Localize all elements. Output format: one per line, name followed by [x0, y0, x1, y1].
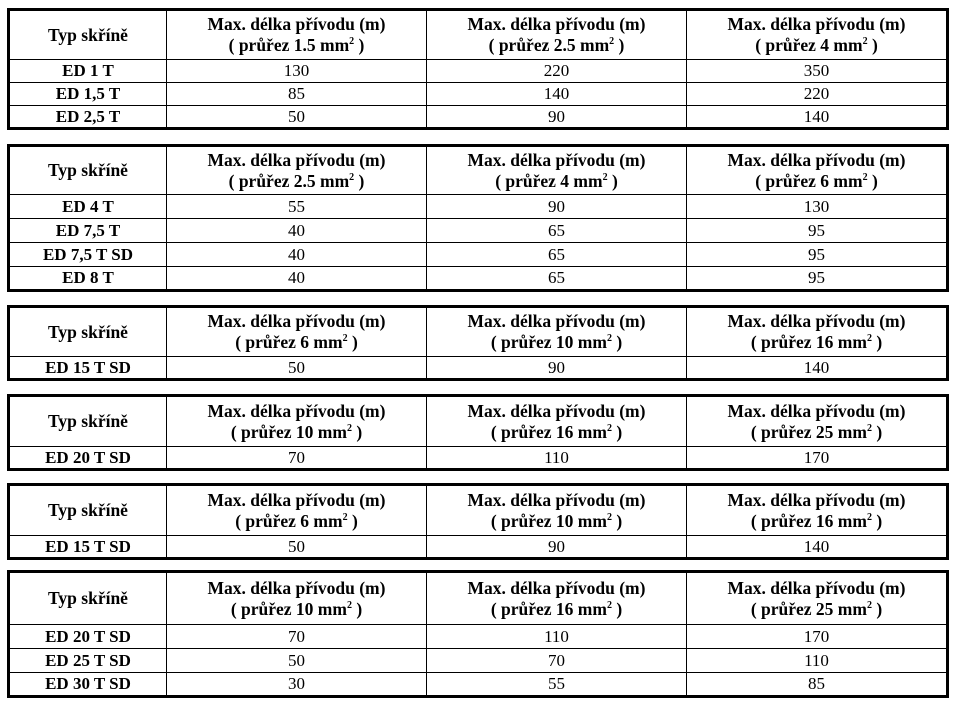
superscript-2: 2: [866, 511, 872, 523]
table-row: [9, 447, 948, 470]
length-value-cell: 140: [687, 357, 948, 380]
header-title: Max. délka přívodu (m): [467, 577, 646, 598]
cable-length-table: [7, 483, 949, 560]
cable-length-table: [7, 305, 949, 381]
cross-section-text: ( průřez 16 mm: [750, 332, 867, 352]
table-row: [9, 536, 948, 559]
cross-section-text: ( průřez 16 mm: [490, 598, 607, 619]
length-value-cell: 50: [167, 106, 427, 129]
cross-section-close: ): [614, 35, 625, 55]
cross-section-text: ( průřez 25 mm: [750, 421, 867, 442]
cross-section-close: ): [611, 332, 623, 352]
length-value-cell: 40: [167, 219, 427, 243]
cabinet-type-cell: ED 15 T SD: [9, 536, 167, 559]
header-cross-section: [687, 511, 946, 532]
header-title: Max. délka přívodu (m): [207, 400, 386, 421]
header-cross-section: [167, 599, 426, 620]
header-cross-section: [427, 35, 686, 56]
length-value-cell: 70: [167, 625, 427, 649]
cabinet-type-cell: ED 1,5 T: [9, 83, 167, 106]
table-header-row: [9, 146, 948, 195]
header-title: Max. délka přívodu (m): [207, 311, 386, 331]
header-cross-section: [427, 332, 686, 353]
cross-section-close: ): [871, 598, 883, 619]
table-header-row: [9, 485, 948, 536]
cabinet-type-cell: ED 7,5 T SD: [9, 243, 167, 267]
superscript-2: 2: [346, 422, 352, 434]
superscript-2: 2: [606, 599, 612, 611]
table-row: [9, 243, 948, 267]
header-cabinet-type: Typ skříně: [9, 485, 167, 536]
length-value-cell: 70: [167, 447, 427, 470]
superscript-2: 2: [862, 36, 868, 48]
header-title: Max. délka přívodu (m): [467, 489, 646, 510]
header-cross-section: [167, 171, 426, 192]
cabinet-type-cell: ED 8 T: [9, 267, 167, 291]
header-cross-section: [167, 332, 426, 353]
table-header-row: [9, 307, 948, 357]
length-value-cell: 90: [427, 357, 687, 380]
superscript-2: 2: [349, 171, 355, 183]
cross-section-text: ( průřez 6 mm: [755, 170, 863, 191]
header-cross-section: [167, 422, 426, 443]
header-max-length: [167, 307, 427, 357]
length-value-cell: 85: [167, 83, 427, 106]
superscript-2: 2: [866, 422, 872, 434]
table-row: [9, 625, 948, 649]
header-cross-section: [167, 35, 426, 56]
cable-length-table: [7, 570, 949, 698]
superscript-2: 2: [606, 422, 612, 434]
header-title: Max. délka přívodu (m): [467, 311, 646, 331]
header-max-length: [687, 10, 948, 60]
cross-section-close: ): [871, 421, 883, 442]
superscript-2: 2: [606, 511, 612, 523]
header-title: Max. délka přívodu (m): [467, 400, 646, 421]
length-value-cell: 140: [687, 536, 948, 559]
header-cabinet-type: Typ skříně: [9, 307, 167, 357]
header-max-length: [687, 485, 948, 536]
cross-section-close: ): [347, 332, 358, 352]
table-header-row: [9, 572, 948, 625]
header-cross-section: [167, 511, 426, 532]
header-title: Max. délka přívodu (m): [467, 149, 646, 170]
table-row: [9, 60, 948, 83]
cabinet-type-cell: ED 1 T: [9, 60, 167, 83]
header-title: Max. délka přívodu (m): [727, 149, 906, 170]
superscript-2: 2: [602, 171, 608, 183]
length-value-cell: 95: [687, 243, 948, 267]
length-value-cell: 130: [687, 195, 948, 219]
header-title: Max. délka přívodu (m): [727, 489, 906, 510]
length-value-cell: 90: [427, 106, 687, 129]
length-value-cell: 170: [687, 447, 948, 470]
cross-section-close: ): [354, 35, 365, 55]
cabinet-type-cell: ED 20 T SD: [9, 447, 167, 470]
cross-section-text: ( průřez 2.5 mm: [228, 170, 350, 191]
header-title: Max. délka přívodu (m): [727, 577, 906, 598]
header-title: Max. délka přívodu (m): [207, 149, 386, 170]
superscript-2: 2: [342, 333, 348, 345]
length-value-cell: 90: [427, 195, 687, 219]
length-value-cell: 220: [427, 60, 687, 83]
cable-length-table: [7, 394, 949, 471]
cross-section-text: ( průřez 4 mm: [495, 170, 603, 191]
table-row: [9, 357, 948, 380]
length-value-cell: 55: [427, 673, 687, 697]
header-max-length: [427, 146, 687, 195]
cross-section-text: ( průřez 10 mm: [490, 510, 607, 531]
cross-section-close: ): [347, 510, 358, 531]
superscript-2: 2: [866, 599, 872, 611]
cabinet-type-cell: ED 7,5 T: [9, 219, 167, 243]
header-max-length: [687, 307, 948, 357]
superscript-2: 2: [606, 333, 612, 345]
cabinet-type-cell: ED 4 T: [9, 195, 167, 219]
cross-section-close: ): [351, 598, 363, 619]
header-cross-section: [427, 599, 686, 620]
header-max-length: [167, 10, 427, 60]
superscript-2: 2: [609, 36, 615, 48]
length-value-cell: 220: [687, 83, 948, 106]
header-cross-section: [427, 511, 686, 532]
header-max-length: [427, 307, 687, 357]
length-value-cell: 65: [427, 267, 687, 291]
header-cabinet-type: Typ skříně: [9, 146, 167, 195]
length-value-cell: 90: [427, 536, 687, 559]
cross-section-text: ( průřez 10 mm: [490, 332, 607, 352]
cross-section-text: ( průřez 25 mm: [750, 598, 867, 619]
header-cross-section: [687, 332, 946, 353]
header-cross-section: [427, 422, 686, 443]
header-title: Max. délka přívodu (m): [727, 400, 906, 421]
header-max-length: [427, 396, 687, 447]
header-cabinet-type: Typ skříně: [9, 10, 167, 60]
header-title: Max. délka přívodu (m): [207, 489, 386, 510]
header-max-length: [167, 572, 427, 625]
superscript-2: 2: [349, 36, 355, 48]
cross-section-close: ): [607, 170, 618, 191]
header-max-length: [687, 396, 948, 447]
header-max-length: [167, 485, 427, 536]
header-max-length: [687, 146, 948, 195]
cross-section-close: ): [351, 421, 363, 442]
length-value-cell: 140: [427, 83, 687, 106]
length-value-cell: 95: [687, 267, 948, 291]
length-value-cell: 50: [167, 649, 427, 673]
length-value-cell: 65: [427, 219, 687, 243]
cross-section-text: ( průřez 16 mm: [750, 510, 867, 531]
header-cross-section: [687, 171, 946, 192]
cabinet-type-cell: ED 20 T SD: [9, 625, 167, 649]
cross-section-close: ): [871, 332, 883, 352]
cross-section-close: ): [867, 35, 878, 55]
cable-length-table: [7, 8, 949, 130]
header-cross-section: [687, 422, 946, 443]
table-row: [9, 83, 948, 106]
table-row: [9, 219, 948, 243]
table-row: [9, 267, 948, 291]
cross-section-close: ): [611, 421, 623, 442]
superscript-2: 2: [862, 171, 868, 183]
cross-section-text: ( průřez 10 mm: [230, 421, 347, 442]
header-cross-section: [687, 599, 946, 620]
header-max-length: [167, 146, 427, 195]
length-value-cell: 95: [687, 219, 948, 243]
table-row: [9, 673, 948, 697]
cross-section-close: ): [611, 510, 623, 531]
superscript-2: 2: [342, 511, 348, 523]
length-value-cell: 110: [687, 649, 948, 673]
header-cabinet-type: Typ skříně: [9, 572, 167, 625]
table-header-row: [9, 396, 948, 447]
length-value-cell: 30: [167, 673, 427, 697]
table-header-row: [9, 10, 948, 60]
header-max-length: [687, 572, 948, 625]
header-max-length: [427, 485, 687, 536]
header-max-length: [427, 572, 687, 625]
header-max-length: [167, 396, 427, 447]
cross-section-text: ( průřez 2.5 mm: [488, 35, 610, 55]
length-value-cell: 350: [687, 60, 948, 83]
length-value-cell: 50: [167, 357, 427, 380]
header-max-length: [427, 10, 687, 60]
header-title: Max. délka přívodu (m): [727, 14, 906, 34]
length-value-cell: 110: [427, 625, 687, 649]
length-value-cell: 40: [167, 243, 427, 267]
cross-section-close: ): [611, 598, 623, 619]
cabinet-type-cell: ED 25 T SD: [9, 649, 167, 673]
header-cross-section: [687, 35, 946, 56]
cross-section-text: ( průřez 4 mm: [755, 35, 863, 55]
cross-section-close: ): [871, 510, 883, 531]
cabinet-type-cell: ED 15 T SD: [9, 357, 167, 380]
header-cabinet-type: Typ skříně: [9, 396, 167, 447]
header-title: Max. délka přívodu (m): [467, 14, 646, 34]
cabinet-type-cell: ED 2,5 T: [9, 106, 167, 129]
table-row: [9, 106, 948, 129]
superscript-2: 2: [866, 333, 872, 345]
cabinet-type-cell: ED 30 T SD: [9, 673, 167, 697]
length-value-cell: 170: [687, 625, 948, 649]
length-value-cell: 110: [427, 447, 687, 470]
cross-section-text: ( průřez 6 mm: [235, 332, 343, 352]
header-title: Max. délka přívodu (m): [727, 311, 906, 331]
length-value-cell: 70: [427, 649, 687, 673]
length-value-cell: 40: [167, 267, 427, 291]
header-title: Max. délka přívodu (m): [207, 14, 386, 34]
length-value-cell: 130: [167, 60, 427, 83]
cross-section-close: ): [354, 170, 365, 191]
length-value-cell: 65: [427, 243, 687, 267]
length-value-cell: 55: [167, 195, 427, 219]
cross-section-close: ): [867, 170, 878, 191]
length-value-cell: 140: [687, 106, 948, 129]
cross-section-text: ( průřez 6 mm: [235, 510, 343, 531]
header-title: Max. délka přívodu (m): [207, 577, 386, 598]
cross-section-text: ( průřez 16 mm: [490, 421, 607, 442]
table-row: [9, 195, 948, 219]
table-row: [9, 649, 948, 673]
cross-section-text: ( průřez 10 mm: [230, 598, 347, 619]
length-value-cell: 50: [167, 536, 427, 559]
header-cross-section: [427, 171, 686, 192]
cable-length-table: [7, 144, 949, 292]
length-value-cell: 85: [687, 673, 948, 697]
superscript-2: 2: [346, 599, 352, 611]
cross-section-text: ( průřez 1.5 mm: [228, 35, 350, 55]
